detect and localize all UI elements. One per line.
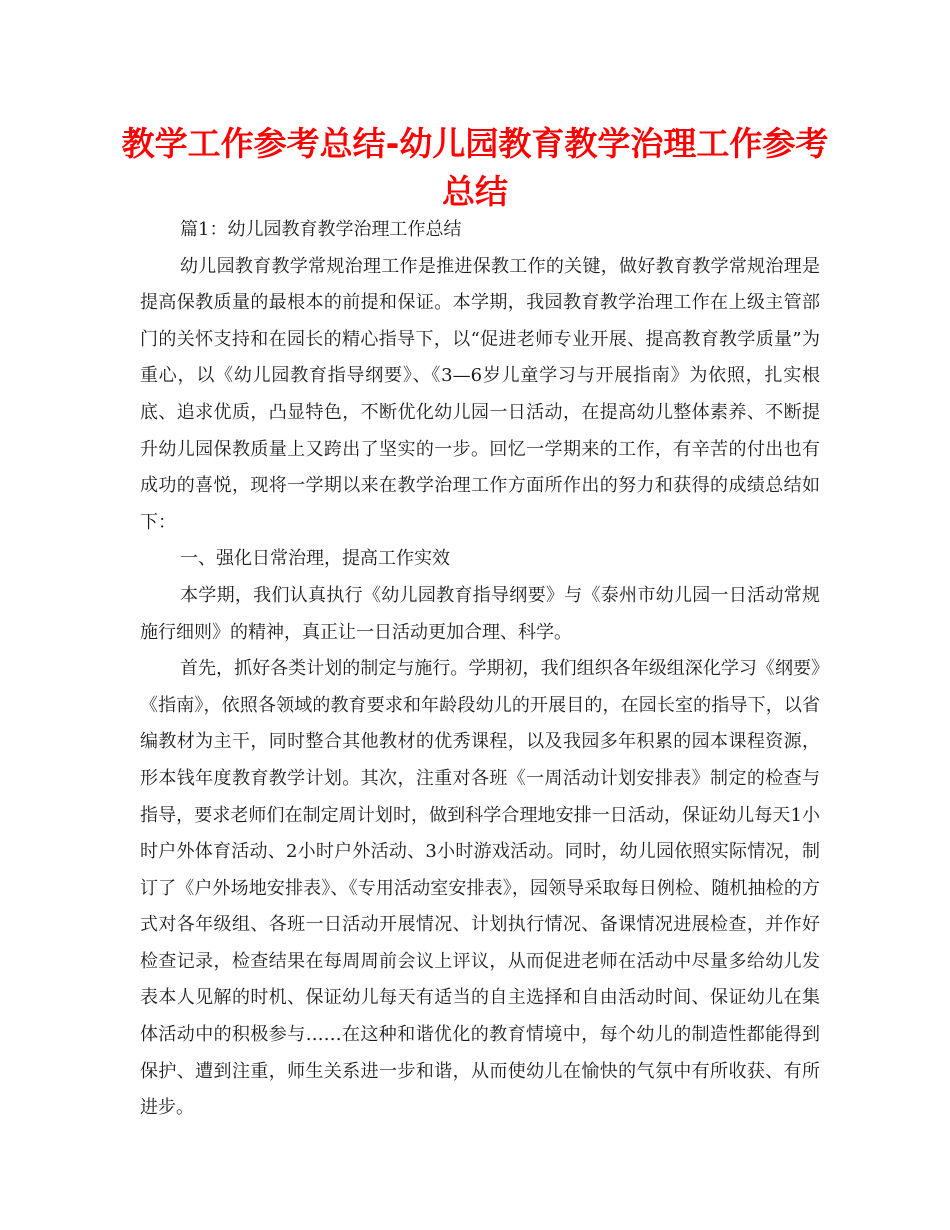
paragraph-intro: 幼儿园教育教学常规治理工作是推进保教工作的关键，做好教育教学常规治理是提高保教质量的最根本的前提和保证。本学期，我园教育教学治理工作在上级主管部门的关怀支持和在园长的精心指导下，以“促进老师专业开展、提高教育教学质量”为重心，以《幼儿园教育指导纲要》、《3—6岁儿童学习与开展指南》为依照，扎实根底、追求优质，凸显特色，不断优化幼儿园一日活动，在提高幼儿整体素养、不断提升幼儿园保教质量上又跨出了坚实的一步。回忆一学期来的工作，有辛苦的付出也有成功的喜悦，现将一学期以来在教学治理工作方面所作出的努力和获得的成绩总结如下： bbox=[140, 255, 820, 533]
paragraph-semester: 本学期，我们认真执行《幼儿园教育指导纲要》与《泰州市幼儿园一日活动常规施行细则》的精神，真正让一日活动更加合理、科学。 bbox=[140, 584, 820, 643]
paragraph-planning: 首先，抓好各类计划的制定与施行。学期初，我们组织各年级组深化学习《纲要》《指南》，依照各领域的教育要求和年龄段幼儿的开展目的，在园长室的指导下，以省编教材为主干，同时整合其他教材的优秀课程，以及我园多年积累的园本课程资源，形本钱年度教育教学计划。其次，注重对各班《一周活动计划安排表》制定的检查与指导，要求老师们在制定周计划时，做到科学合理地安排一日活动，保证幼儿每天1小时户外体育活动、2小时户外活动、3小时游戏活动。同时，幼儿园依照实际情况，制订了《户外场地安排表》、《专用活动室安排表》，园领导采取每日例检、随机抽检的方式对各年级组、各班一日活动开展情况、计划执行情况、备课情况进展检查，并作好检查记录，检查结果在每周周前会议上评议，从而促进老师在活动中尽量多给幼儿发表本人见解的时机、保证幼儿每天有适当的自主选择和自由活动时间、保证幼儿在集体活动中的积极参与……在这种和谐优化的教育情境中，每个幼儿的制造性都能得到保护、遭到注重，师生关系进一步和谐，从而使幼儿在愉快的气氛中有所收获、有所进步。 bbox=[140, 658, 820, 1119]
document-title: 教学工作参考总结-幼儿园教育教学治理工作参考总结 bbox=[121, 124, 829, 211]
document-body bbox=[140, 212, 820, 1127]
section-heading-part1: 篇1：幼儿园教育教学治理工作总结 bbox=[180, 219, 462, 240]
section-heading-one: 一、强化日常治理，提高工作实效 bbox=[180, 548, 450, 570]
